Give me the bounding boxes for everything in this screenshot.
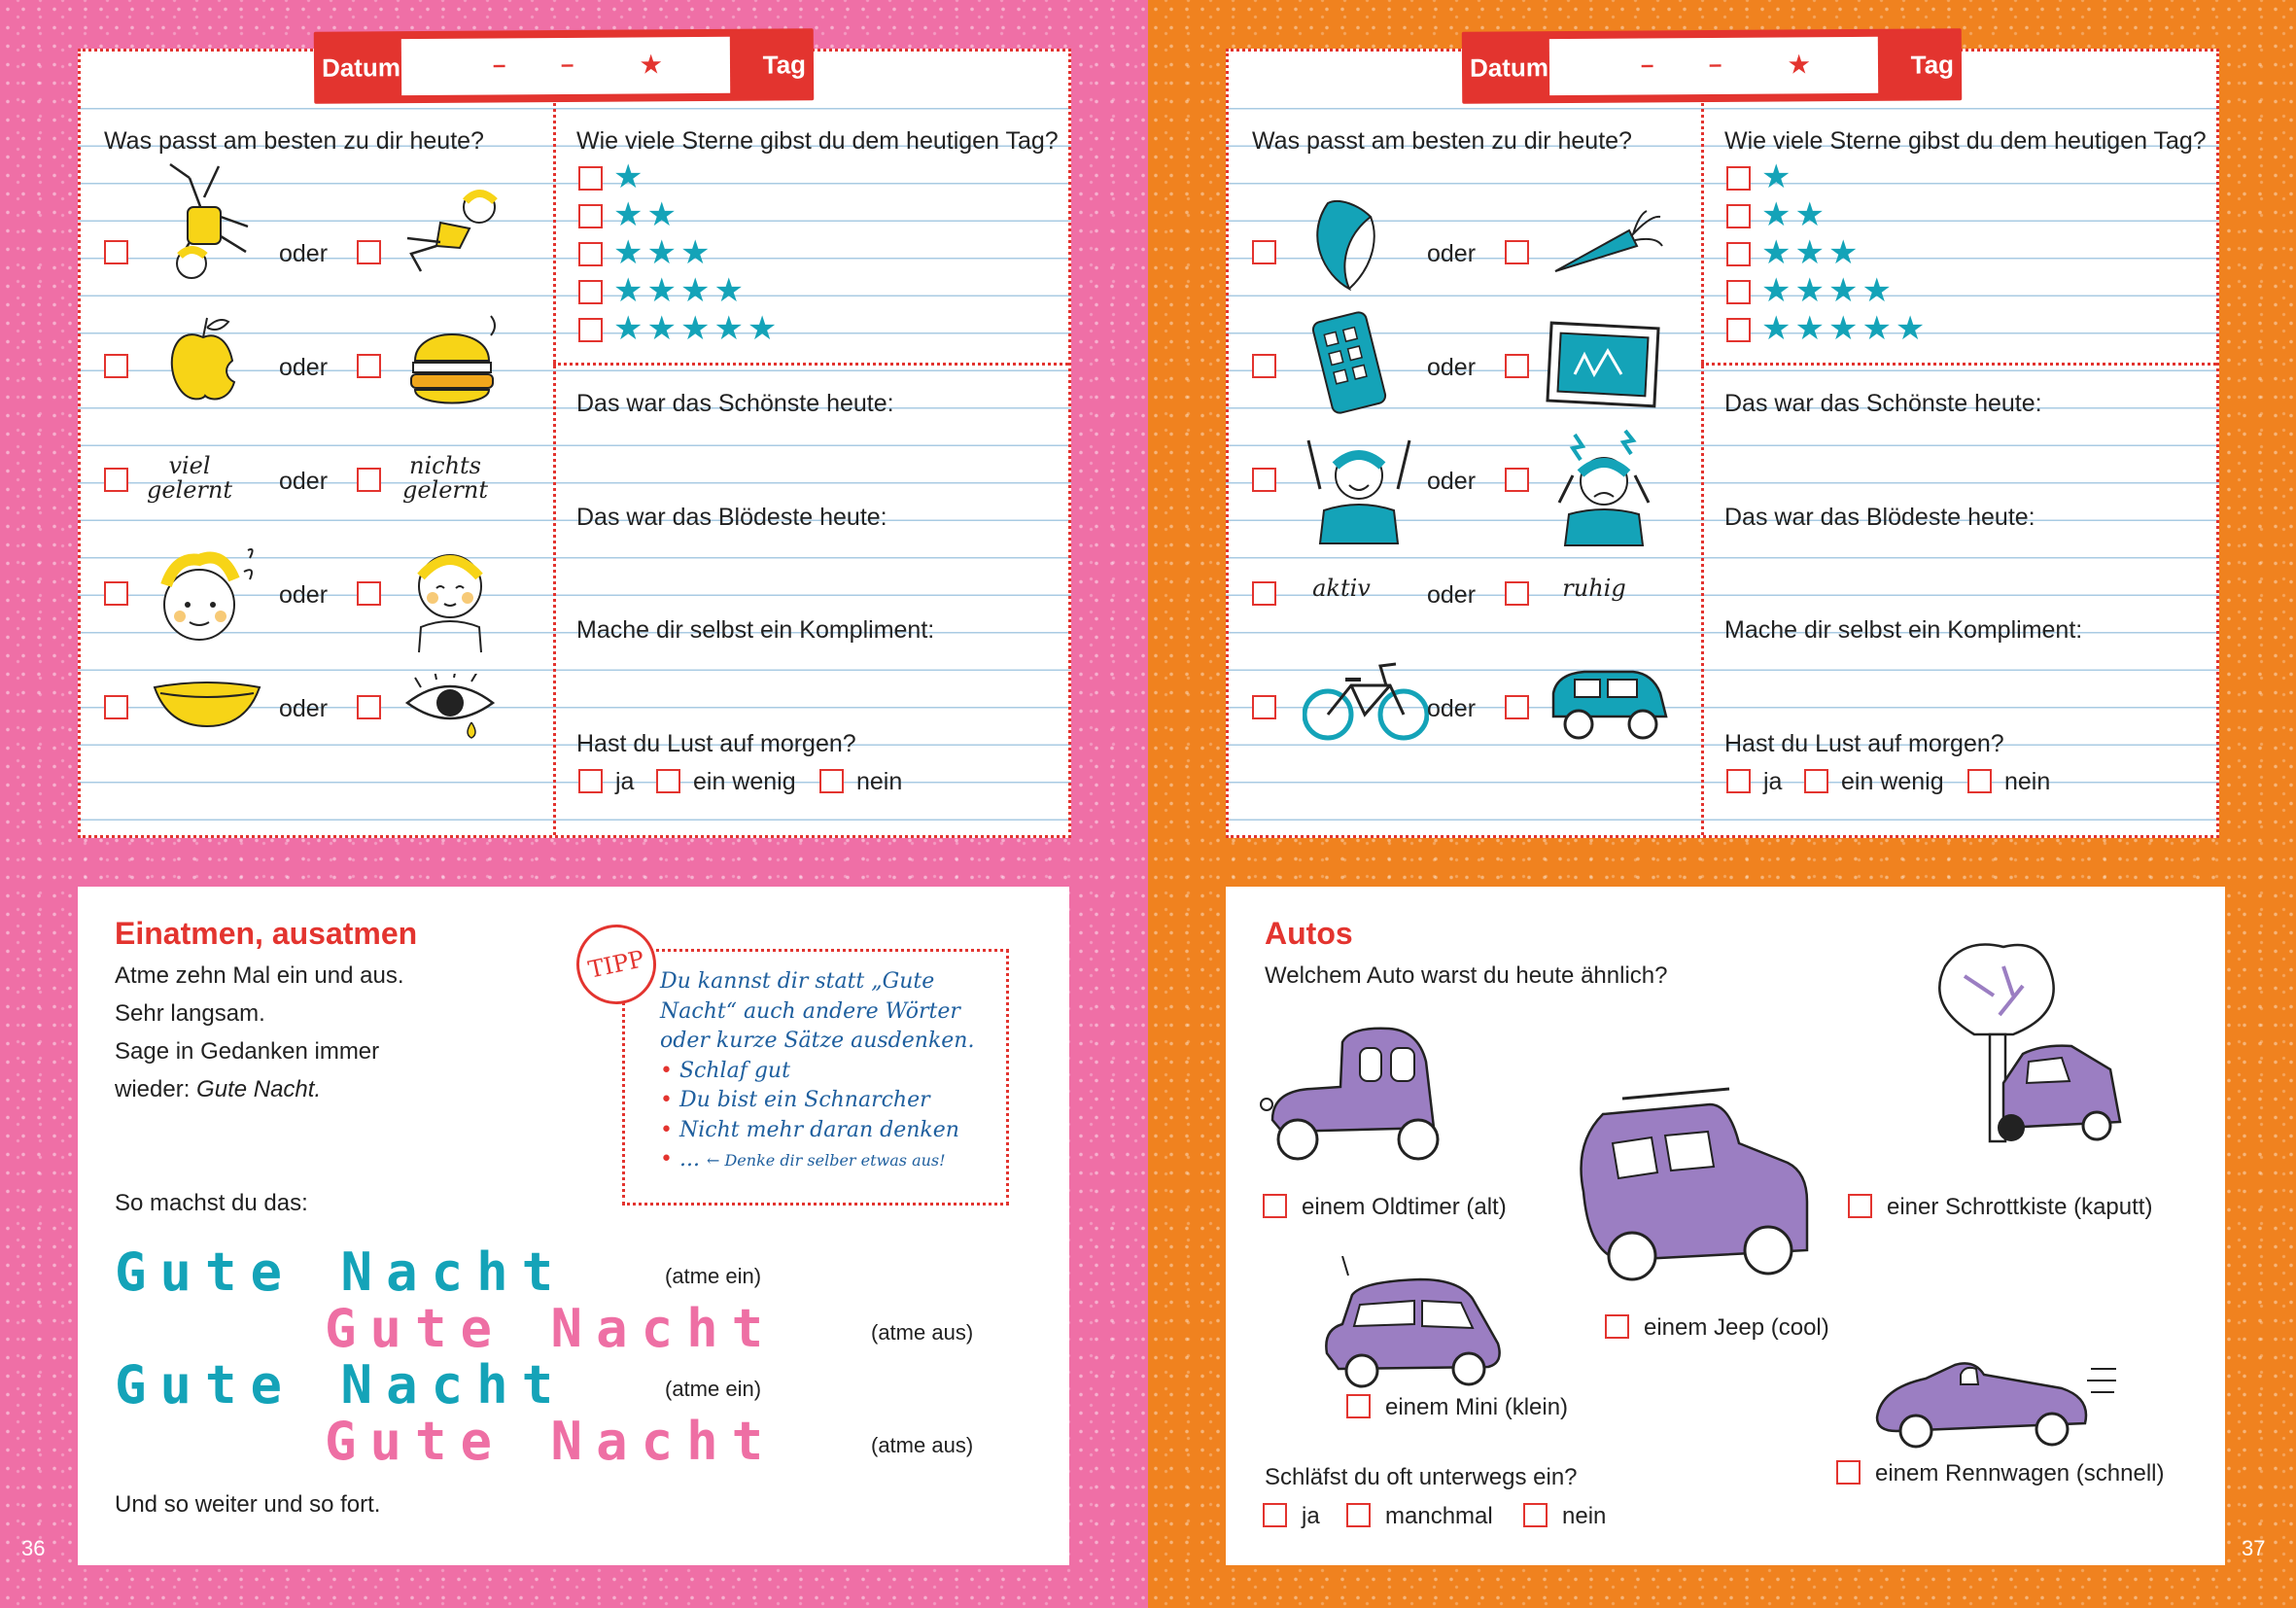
choice-carrot-checkbox[interactable] xyxy=(1505,240,1529,264)
cheering-kid-icon xyxy=(1301,421,1417,547)
apple-icon xyxy=(164,314,242,407)
cartwheel-kid-icon xyxy=(151,158,258,285)
gute-nacht-quote: Gute Nacht. xyxy=(196,1076,322,1102)
bicycle-icon xyxy=(1303,656,1429,744)
tomorrow-little-checkbox[interactable] xyxy=(1804,769,1828,793)
date-bar xyxy=(1462,28,1963,104)
sleep-yes-checkbox[interactable] xyxy=(1263,1503,1287,1527)
date-bar xyxy=(314,28,815,104)
tip-bullet: Nicht mehr daran denken xyxy=(678,1117,959,1142)
star-icon: ★★ xyxy=(613,196,680,233)
oder-label: oder xyxy=(1427,695,1477,722)
choice-apple-checkbox[interactable] xyxy=(104,354,128,378)
star-icon: ★★ xyxy=(1761,196,1828,233)
oder-label: oder xyxy=(279,581,329,609)
choice-phone-checkbox[interactable] xyxy=(1252,354,1276,378)
exhale-note: (atme aus) xyxy=(871,1433,974,1457)
rating-1-checkbox[interactable] xyxy=(1726,166,1751,191)
sleep-no-checkbox[interactable] xyxy=(1523,1503,1548,1527)
wrecked-car-icon xyxy=(1906,937,2139,1161)
tomorrow-yes-label: ja xyxy=(615,768,635,795)
date-separator: – xyxy=(1640,52,1654,79)
smiling-lips-icon xyxy=(149,674,265,732)
oder-label: oder xyxy=(1427,581,1477,609)
breathing-line-1: Atme zehn Mal ein und aus. xyxy=(115,962,404,989)
star-icon: ★ xyxy=(613,158,647,195)
choice-learned-much-checkbox[interactable] xyxy=(104,468,128,492)
smartphone-icon xyxy=(1308,310,1396,417)
sleep-question: Schläfst du oft unterwegs ein? xyxy=(1265,1464,1578,1490)
junk-car-checkbox[interactable] xyxy=(1848,1194,1872,1218)
best-label: Das war das Schönste heute: xyxy=(576,390,894,417)
tip-bullet: Du bist ein Schnarcher xyxy=(678,1088,930,1112)
rating-3-checkbox[interactable] xyxy=(578,242,603,266)
date-separator: – xyxy=(492,52,506,79)
choice-messy-face-checkbox[interactable] xyxy=(104,581,128,606)
race-car-checkbox[interactable] xyxy=(1836,1460,1861,1485)
choice-banana-checkbox[interactable] xyxy=(1252,240,1276,264)
day-label: Tag xyxy=(762,50,807,80)
question-stars: Wie viele Sterne gibst du dem heutigen Tag? xyxy=(576,127,1059,155)
learned-nothing-label: nichts gelernt xyxy=(401,452,489,505)
choice-cartwheel-checkbox[interactable] xyxy=(104,240,128,264)
sleep-yes-label: ja xyxy=(1302,1503,1320,1529)
inhale-note: (atme ein) xyxy=(665,1377,762,1401)
choice-cheering-checkbox[interactable] xyxy=(1252,468,1276,492)
mini-car-icon xyxy=(1313,1256,1517,1392)
star-icon: ★ xyxy=(1761,158,1795,195)
date-label: Datum xyxy=(321,52,401,83)
tip-bullet: Schlaf gut xyxy=(678,1058,790,1083)
star-icon: ★★★★ xyxy=(613,272,748,309)
tomorrow-yes-label: ja xyxy=(1763,768,1783,795)
how-to-label: So machst du das: xyxy=(115,1190,308,1216)
choice-smile-checkbox[interactable] xyxy=(104,695,128,719)
oder-label: oder xyxy=(1427,468,1477,495)
autos-card xyxy=(1226,887,2225,1565)
oder-label: oder xyxy=(279,468,329,495)
oder-label: oder xyxy=(1427,354,1477,381)
television-icon xyxy=(1546,316,1662,413)
learned-much-label: viel gelernt xyxy=(146,452,233,505)
gute-nacht-exhale-1: Gute Nacht xyxy=(325,1298,778,1359)
sleep-sometimes-label: manchmal xyxy=(1385,1503,1493,1529)
relaxing-kid-icon xyxy=(401,184,508,281)
burger-icon xyxy=(403,306,510,413)
rating-2-checkbox[interactable] xyxy=(578,204,603,228)
rating-5-checkbox[interactable] xyxy=(1726,318,1751,342)
jeep-checkbox[interactable] xyxy=(1605,1314,1629,1339)
breathing-card xyxy=(78,887,1069,1565)
gute-nacht-inhale-1: Gute Nacht xyxy=(115,1241,568,1303)
tomorrow-little-label: ein wenig xyxy=(1841,768,1944,795)
worst-label: Das war das Blödeste heute: xyxy=(1724,504,2035,531)
car-icon xyxy=(1546,664,1672,746)
tomorrow-yes-checkbox[interactable] xyxy=(1726,769,1751,793)
tomorrow-no-checkbox[interactable] xyxy=(819,769,844,793)
compliment-label: Mache dir selbst ein Kompliment: xyxy=(1724,616,2083,644)
autos-title: Autos xyxy=(1265,916,1353,951)
rating-5-checkbox[interactable] xyxy=(578,318,603,342)
star-icon: ★★★ xyxy=(613,234,714,271)
breathing-line-2: Sehr langsam. xyxy=(115,1000,265,1027)
breathing-title: Einatmen, ausatmen xyxy=(115,916,418,951)
left-journal-card xyxy=(78,49,1071,838)
gute-nacht-inhale-2: Gute Nacht xyxy=(115,1354,568,1416)
junk-car-label: einer Schrottkiste (kaputt) xyxy=(1887,1194,2153,1220)
crying-eye-icon xyxy=(401,674,508,742)
tomorrow-label: Hast du Lust auf morgen? xyxy=(576,730,856,757)
tip-box xyxy=(585,945,1009,1206)
sleep-sometimes-checkbox[interactable] xyxy=(1346,1503,1371,1527)
mini-label: einem Mini (klein) xyxy=(1385,1394,1569,1420)
oldtimer-checkbox[interactable] xyxy=(1263,1194,1287,1218)
star-icon: ★★★★★ xyxy=(613,310,782,347)
oder-label: oder xyxy=(279,240,329,267)
sleep-no-label: nein xyxy=(1562,1503,1607,1529)
rating-1-checkbox[interactable] xyxy=(578,166,603,191)
choice-active-checkbox[interactable] xyxy=(1252,581,1276,606)
page-number-left: 36 xyxy=(21,1536,46,1560)
jeep-icon xyxy=(1564,1085,1826,1309)
inhale-note: (atme ein) xyxy=(665,1264,762,1288)
mini-checkbox[interactable] xyxy=(1346,1394,1371,1418)
star-icon: ★ xyxy=(1788,52,1810,79)
choice-crying-eye-checkbox[interactable] xyxy=(357,695,381,719)
choice-burger-checkbox[interactable] xyxy=(357,354,381,378)
rating-4-checkbox[interactable] xyxy=(578,280,603,304)
star-icon: ★★★ xyxy=(1761,234,1862,271)
choice-calm-checkbox[interactable] xyxy=(1505,581,1529,606)
active-label: aktiv xyxy=(1312,575,1371,602)
star-icon: ★★★★★ xyxy=(1761,310,1930,347)
page-number-right: 37 xyxy=(2242,1536,2266,1560)
jeep-label: einem Jeep (cool) xyxy=(1644,1314,1829,1341)
choice-car-checkbox[interactable] xyxy=(1505,695,1529,719)
breathing-line-3: Sage in Gedanken immer xyxy=(115,1038,380,1065)
worst-label: Das war das Blödeste heute: xyxy=(576,504,887,531)
right-journal-card xyxy=(1226,49,2219,838)
choice-relaxed-checkbox[interactable] xyxy=(357,240,381,264)
tomorrow-no-label: nein xyxy=(856,768,903,795)
race-car-icon xyxy=(1867,1330,2120,1456)
race-car-label: einem Rennwagen (schnell) xyxy=(1875,1460,2165,1486)
closing-line: Und so weiter und so fort. xyxy=(115,1491,381,1518)
tomorrow-yes-checkbox[interactable] xyxy=(578,769,603,793)
gute-nacht-exhale-2: Gute Nacht xyxy=(325,1411,778,1472)
carrot-icon xyxy=(1549,207,1666,285)
date-separator: – xyxy=(560,51,574,79)
breathing-line-4: wieder: Gute Nacht. xyxy=(115,1076,322,1102)
tip-hint: ← Denke dir selber etwas aus! xyxy=(706,1151,946,1170)
oldtimer-label: einem Oldtimer (alt) xyxy=(1302,1194,1507,1220)
rating-4-checkbox[interactable] xyxy=(1726,280,1751,304)
tomorrow-no-checkbox[interactable] xyxy=(1967,769,1992,793)
exhale-note: (atme aus) xyxy=(871,1320,974,1345)
oder-label: oder xyxy=(279,354,329,381)
compliment-label: Mache dir selbst ein Kompliment: xyxy=(576,616,935,644)
star-icon: ★★★★ xyxy=(1761,272,1896,309)
question-stars: Wie viele Sterne gibst du dem heutigen Tag? xyxy=(1724,127,2207,155)
question-fit: Was passt am besten zu dir heute? xyxy=(1252,127,1632,155)
question-fit: Was passt am besten zu dir heute? xyxy=(104,127,484,155)
oldtimer-car-icon xyxy=(1253,1023,1467,1188)
choice-bicycle-checkbox[interactable] xyxy=(1252,695,1276,719)
banana-icon xyxy=(1310,197,1388,295)
tomorrow-no-label: nein xyxy=(2004,768,2051,795)
choice-tv-checkbox[interactable] xyxy=(1505,354,1529,378)
oder-label: oder xyxy=(279,695,329,722)
date-label: Datum xyxy=(1469,52,1549,83)
tipp-badge: TIPP xyxy=(569,917,663,1011)
calm-face-icon xyxy=(401,538,499,654)
stressed-kid-icon xyxy=(1546,421,1662,547)
day-label: Tag xyxy=(1910,50,1955,80)
rating-2-checkbox[interactable] xyxy=(1726,204,1751,228)
tomorrow-little-label: ein wenig xyxy=(693,768,796,795)
best-label: Das war das Schönste heute: xyxy=(1724,390,2042,417)
date-separator: – xyxy=(1708,51,1722,79)
star-icon: ★ xyxy=(640,52,662,79)
oder-label: oder xyxy=(1427,240,1477,267)
tip-text: Du kannst dir statt „Gute Nacht“ auch andere Wörter oder kurze Sätze ausdenken. • Schlaf gut • Du bist ein Schnarcher • Nicht mehr daran denken • ... ← Denke dir selber etwas aus! xyxy=(660,969,975,1171)
autos-question: Welchem Auto warst du heute ähnlich? xyxy=(1265,962,1668,989)
messy-face-icon xyxy=(151,533,267,649)
tomorrow-label: Hast du Lust auf morgen? xyxy=(1724,730,2004,757)
choice-calm-face-checkbox[interactable] xyxy=(357,581,381,606)
choice-learned-nothing-checkbox[interactable] xyxy=(357,468,381,492)
choice-stressed-checkbox[interactable] xyxy=(1505,468,1529,492)
calm-label: ruhig xyxy=(1562,575,1626,602)
rating-3-checkbox[interactable] xyxy=(1726,242,1751,266)
tomorrow-little-checkbox[interactable] xyxy=(656,769,680,793)
